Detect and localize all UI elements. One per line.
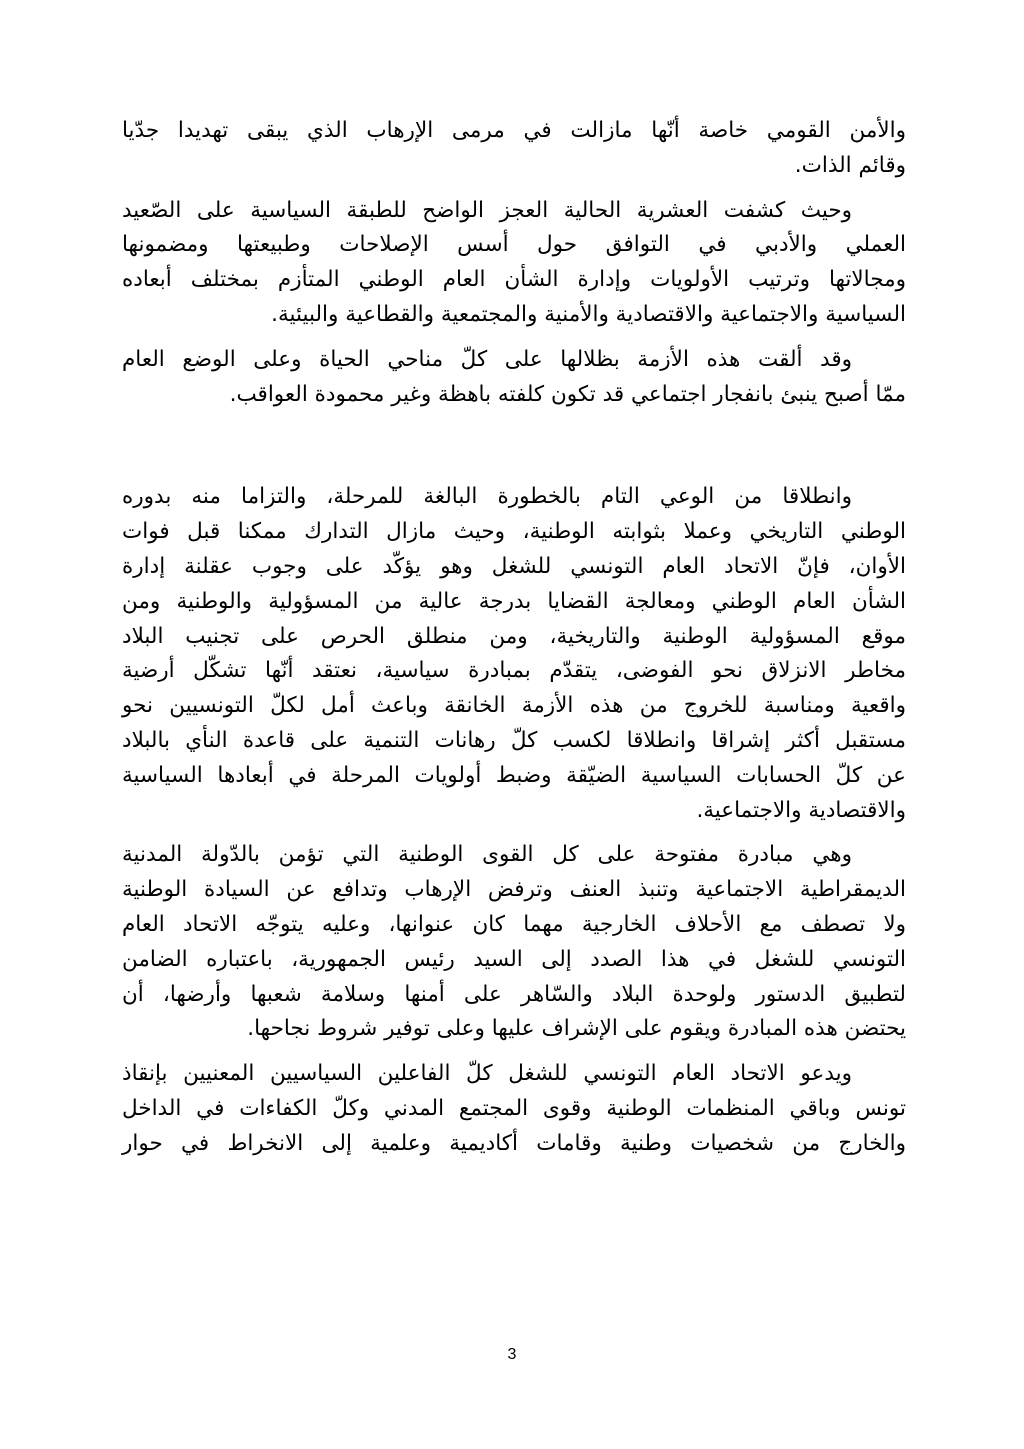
text-line: العملي والأدبي في التوافق حول أسس الإصلاحات وطبيعتها ومضمونها bbox=[122, 232, 906, 258]
text-line: الديمقراطية الاجتماعية وتنبذ العنف وترفض الإرهاب وتدافع عن السيادة الوطنية bbox=[122, 877, 906, 903]
text-line: والخارج من شخصيات وطنية وقامات أكاديمية وعلمية إلى الانخراط في حوار bbox=[122, 1130, 906, 1156]
text-line: ويدعو الاتحاد العام التونسي للشغل كلّ الفاعلين السياسيين المعنيين بإنقاذ bbox=[122, 1061, 852, 1087]
text-line: الشأن العام الوطني ومعالجة القضايا بدرجة عالية من المسؤولية والوطنية ومن bbox=[122, 588, 906, 614]
text-line: وقائم الذات. bbox=[794, 152, 906, 178]
text-line: ومجالاتها وترتيب الأولويات وإدارة الشأن العام الوطني المتأزم بمختلف أبعاده bbox=[122, 267, 906, 293]
text-line: وحيث كشفت العشرية الحالية العجز الواضح للطبقة السياسية على الصّعيد bbox=[122, 197, 852, 223]
text-line: مستقبل أكثر إشراقا وانطلاقا لكسب كلّ رهانات التنمية على قاعدة النأي بالبلاد bbox=[122, 727, 906, 753]
text-line: التونسي للشغل في هذا الصدد إلى السيد رئيس الجمهورية، باعتباره الضامن bbox=[122, 946, 906, 972]
paragraph-crisis-impact bbox=[122, 343, 906, 413]
document-body bbox=[122, 114, 906, 1162]
text-line: ولا تصطف مع الأحلاف الخارجية مهما كان عنوانها، وعليه يتوجّه الاتحاد العام bbox=[122, 911, 906, 937]
paragraph-initiative bbox=[122, 480, 906, 828]
text-line: مخاطر الانزلاق نحو الفوضى، يتقدّم بمبادرة سياسية، نعتقد أنّها تشكّل أرضية bbox=[122, 658, 906, 684]
text-line: واقعية ومناسبة للخروج من هذه الأزمة الخانقة وباعث أمل لكلّ التونسيين نحو bbox=[122, 693, 906, 719]
paragraph-continuation bbox=[122, 114, 906, 184]
text-line: وانطلاقا من الوعي التام بالخطورة البالغة للمرحلة، والتزاما منه بدوره bbox=[122, 484, 852, 510]
text-line: وقد ألقت هذه الأزمة بظلالها على كلّ مناحي الحياة وعلى الوضع العام bbox=[122, 346, 852, 372]
text-line: لتطبيق الدستور ولوحدة البلاد والسّاهر على أمنها وسلامة شعبها وأرضها، أن bbox=[122, 981, 906, 1007]
text-line: والأمن القومي خاصة أنّها مازالت في مرمى الإرهاب الذي يبقى تهديدا جدّيا bbox=[122, 118, 906, 143]
text-line: السياسية والاجتماعية والاقتصادية والأمنية والمجتمعية والقطاعية والبيئية. bbox=[271, 301, 906, 327]
text-line: موقع المسؤولية الوطنية والتاريخية، ومن منطلق الحرص على تجنيب البلاد bbox=[122, 623, 906, 649]
paragraph-political-failure bbox=[122, 194, 906, 333]
text-line: عن كلّ الحسابات السياسية الضيّقة وضبط أولويات المرحلة في أبعادها السياسية bbox=[122, 762, 906, 788]
text-line: الوطني التاريخي وعملا بثوابته الوطنية، وحيث مازال التدارك ممكنا قبل فوات bbox=[122, 519, 906, 545]
text-line: تونس وباقي المنظمات الوطنية وقوى المجتمع المدني وكلّ الكفاءات في الداخل bbox=[122, 1095, 906, 1121]
text-line: والاقتصادية والاجتماعية. bbox=[696, 797, 906, 823]
text-line: يحتضن هذه المبادرة ويقوم على الإشراف عليها وعلى توفير شروط نجاحها. bbox=[247, 1016, 906, 1042]
paragraph-call-to-dialogue bbox=[122, 1057, 906, 1161]
text-line: الأوان، فإنّ الاتحاد العام التونسي للشغل وهو يؤكّد على وجوب عقلنة إدارة bbox=[122, 553, 906, 579]
paragraph-open-initiative bbox=[122, 838, 906, 1047]
page-number: 3 bbox=[507, 1346, 517, 1363]
text-line: ممّا أصبح ينبئ بانفجار اجتماعي قد تكون كلفته باهظة وغير محمودة العواقب. bbox=[229, 381, 906, 407]
text-line: وهي مبادرة مفتوحة على كل القوى الوطنية التي تؤمن بالدّولة المدنية bbox=[122, 842, 852, 868]
